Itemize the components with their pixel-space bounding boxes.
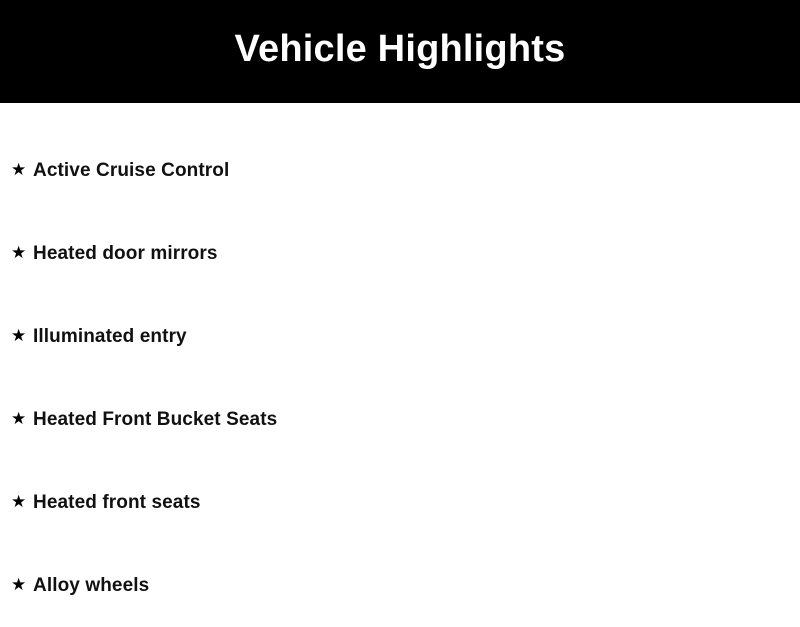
feature-label: Heated Front Bucket Seats	[33, 408, 278, 430]
list-item	[0, 129, 800, 212]
list-item	[0, 378, 800, 461]
star-icon: ★	[11, 575, 27, 594]
list-item	[0, 544, 800, 627]
list-item	[0, 212, 800, 295]
feature-list	[0, 103, 800, 627]
list-item	[0, 461, 800, 544]
star-icon: ★	[11, 492, 27, 511]
feature-label: Heated door mirrors	[33, 242, 218, 264]
list-item	[0, 295, 800, 378]
feature-label: Heated front seats	[33, 491, 201, 513]
star-icon: ★	[11, 243, 27, 262]
star-icon: ★	[11, 409, 27, 428]
feature-label: Alloy wheels	[33, 574, 150, 596]
page-title: Vehicle Highlights	[234, 27, 566, 70]
feature-label: Illuminated entry	[33, 325, 187, 347]
star-icon: ★	[11, 160, 27, 179]
feature-label: Active Cruise Control	[33, 159, 230, 181]
star-icon: ★	[11, 326, 27, 345]
page-header	[0, 0, 800, 103]
